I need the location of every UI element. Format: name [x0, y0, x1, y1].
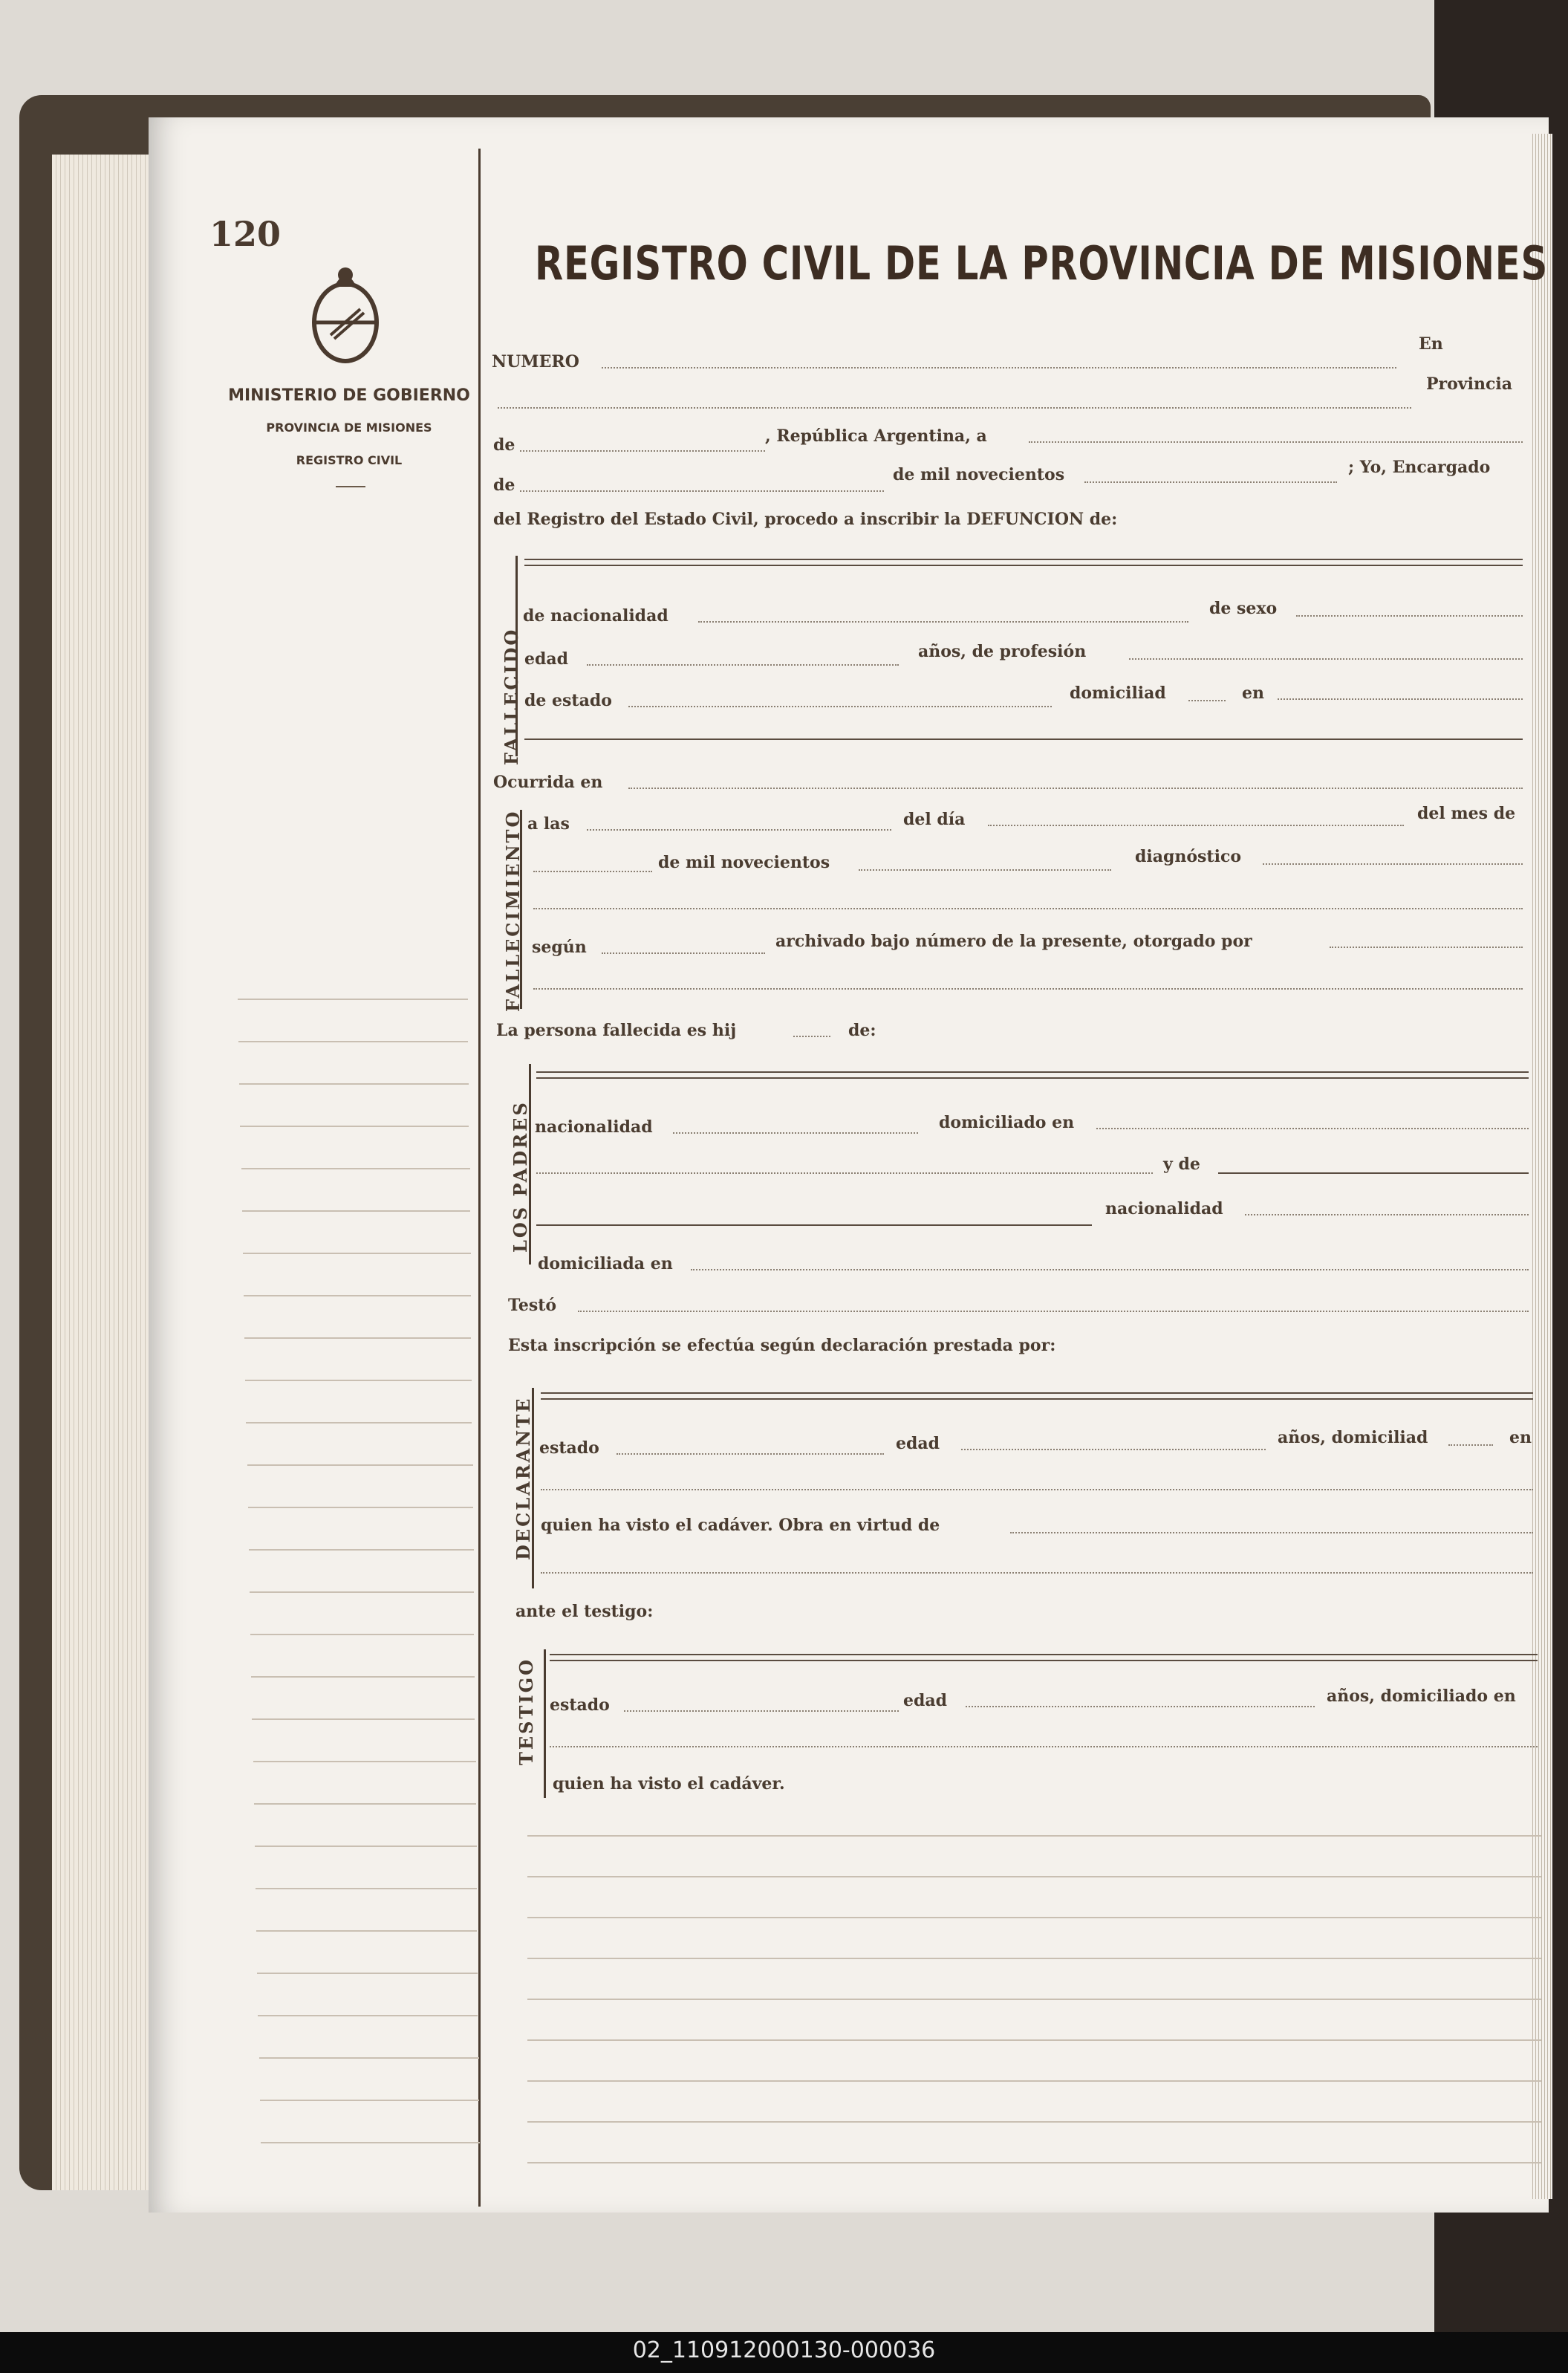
testigo-estado-label: estado: [550, 1695, 610, 1715]
declarante-bracket: [532, 1388, 534, 1588]
diagnostico-label: diagnóstico: [1135, 847, 1242, 866]
republica-label: , República Argentina, a: [765, 426, 987, 446]
nacionalidad-padre-label: nacionalidad: [535, 1117, 653, 1137]
notes-ruled-line: [527, 1999, 1541, 2000]
mes-line: [533, 871, 652, 872]
archive-reference: 02_110912000130-000036: [632, 2337, 936, 2363]
margin-ruled-line: [238, 1041, 468, 1042]
nacionalidad-madre-label: nacionalidad: [1105, 1199, 1223, 1218]
numero-line: [602, 367, 1396, 369]
nacionalidad-madre-line: [1245, 1214, 1529, 1215]
stacked-page-edges-right: [1530, 134, 1552, 2199]
padres-de-label: de:: [848, 1021, 876, 1040]
margin-ruled-line: [245, 1380, 472, 1381]
numero-label: NUMERO: [492, 352, 579, 371]
ante-testigo-label: ante el testigo:: [515, 1602, 654, 1621]
provincia-label: Provincia: [1426, 374, 1512, 394]
domiciliado-line-2: [536, 1172, 1153, 1174]
margin-ruled-line: [255, 1846, 477, 1847]
margin-ruled-line: [260, 2100, 479, 2101]
margin-ruled-line: [250, 1591, 474, 1593]
testigo-edad-label: edad: [903, 1691, 948, 1710]
declarante-anos-label: años, domiciliad: [1278, 1428, 1428, 1447]
domicilio-suffix-line: [1188, 700, 1226, 701]
office-name: REGISTRO CIVIL: [296, 453, 403, 467]
a-las-line: [587, 829, 891, 831]
testigo-quien-label: quien ha visto el cadáver.: [553, 1774, 785, 1793]
notes-ruled-line: [527, 1958, 1541, 1959]
de-label: de: [493, 435, 515, 455]
margin-ruled-line: [241, 1168, 470, 1169]
margin-ruled-line: [250, 1634, 474, 1635]
domicilio-label: domiciliad: [1070, 684, 1166, 703]
testigo-domicilio-line: [550, 1746, 1538, 1747]
margin-ruled-line: [252, 1718, 475, 1720]
margin-ruled-line: [259, 2057, 479, 2059]
fallecido-bracket: [515, 556, 518, 756]
madre-name-line-2: [536, 1224, 1092, 1226]
margin-ruled-line: [247, 1464, 473, 1466]
anos-profesion-label: años, de profesión: [918, 642, 1087, 661]
a-las-label: a las: [527, 814, 570, 834]
domiciliada-label: domiciliada en: [538, 1254, 673, 1273]
domiciliado-line: [1096, 1128, 1529, 1129]
ocurrida-label: Ocurrida en: [493, 773, 603, 792]
archivado-line: [1330, 947, 1523, 948]
declarante-domicilio-line: [541, 1489, 1533, 1490]
nacionalidad-padre-line: [673, 1132, 918, 1134]
madre-name-line-1: [1218, 1172, 1529, 1174]
fallecido-section-label: FALLECIDO: [501, 627, 522, 765]
margin-ruled-line: [243, 1253, 471, 1254]
declarante-virtud-line: [1010, 1532, 1533, 1533]
del-dia-line: [988, 825, 1404, 826]
testigo-anos-label: años, domiciliado en: [1327, 1687, 1516, 1706]
fallecido-name-line: [524, 559, 1523, 566]
margin-ruled-line: [254, 1803, 476, 1805]
margin-ruled-line: [239, 1083, 469, 1085]
diagnostico-line: [1263, 863, 1523, 865]
testigo-edad-line: [966, 1706, 1315, 1707]
margin-ruled-line: [256, 1930, 477, 1932]
margin-ruled-line: [257, 1973, 478, 1974]
padres-bracket: [529, 1064, 531, 1265]
de-mil-line: [1084, 481, 1337, 483]
margin-ruled-line: [251, 1676, 475, 1678]
estado-label: de estado: [524, 691, 612, 710]
profesion-line: [1129, 658, 1523, 660]
nacionalidad-label: de nacionalidad: [523, 606, 668, 626]
declaracion-label: Esta inscripción se efectúa según declaración prestada por:: [508, 1336, 1056, 1355]
de-mil-novecientos-label: de mil novecientos: [658, 853, 830, 872]
padre-name-line: [536, 1071, 1529, 1079]
testo-label: Testó: [508, 1296, 557, 1315]
declarante-name-line: [541, 1392, 1533, 1400]
page-number: 120: [209, 214, 282, 254]
margin-ruled-line: [249, 1549, 474, 1551]
fallecimiento-line-end: [533, 988, 1523, 990]
notes-ruled-line: [527, 1835, 1541, 1837]
margin-ruled-line: [244, 1337, 471, 1339]
testigo-section-label: TESTIGO: [515, 1658, 537, 1765]
coat-of-arms-icon: [305, 257, 386, 369]
declarante-edad-label: edad: [896, 1434, 940, 1453]
notes-ruled-line: [527, 2162, 1541, 2163]
diagnostico-line-2: [533, 908, 1523, 909]
del-mes-label: del mes de: [1417, 804, 1516, 823]
del-dia-label: del día: [903, 810, 966, 829]
en-label: En: [1419, 334, 1443, 354]
margin-ruled-line: [242, 1210, 470, 1212]
declarante-en-label: en: [1509, 1428, 1532, 1447]
notes-ruled-line: [527, 2080, 1541, 2082]
nacionalidad-line: [698, 621, 1188, 623]
notes-ruled-line: [527, 2121, 1541, 2123]
segun-label: según: [532, 938, 587, 957]
testigo-bracket: [544, 1649, 546, 1798]
ocurrida-line: [628, 788, 1523, 789]
declarante-line-end: [541, 1572, 1533, 1574]
persona-fallecida-label: La persona fallecida es hij: [496, 1021, 737, 1040]
notes-ruled-line: [527, 1876, 1541, 1877]
ministry-name: MINISTERIO DE GOBIERNO: [228, 386, 470, 405]
ministry-divider: [336, 486, 365, 487]
domicilio-line: [1278, 698, 1523, 700]
declarante-domicilio-suffix-line: [1448, 1444, 1493, 1446]
edad-line: [587, 664, 899, 666]
testigo-estado-line: [624, 1710, 899, 1712]
margin-ruled-line: [244, 1295, 471, 1296]
segun-line: [602, 952, 765, 954]
sexo-line: [1296, 615, 1523, 617]
margin-rule: [478, 149, 481, 2207]
de2-label: de: [493, 475, 515, 495]
testo-line: [578, 1311, 1529, 1312]
declarante-estado-label: estado: [539, 1438, 599, 1458]
declarante-quien-label: quien ha visto el cadáver. Obra en virtud de: [541, 1516, 940, 1535]
declarante-estado-line: [617, 1453, 884, 1455]
padres-section-label: LOS PADRES: [510, 1100, 531, 1253]
en-label-fallecido: en: [1242, 684, 1264, 703]
margin-ruled-line: [238, 999, 468, 1000]
estado-line: [628, 706, 1052, 707]
margin-ruled-line: [256, 1888, 477, 1889]
archivado-label: archivado bajo número de la presente, otorgado por: [775, 932, 1252, 951]
margin-ruled-line: [240, 1126, 469, 1127]
notes-ruled-line: [527, 1917, 1541, 1918]
intro-line-2: [498, 407, 1411, 409]
margin-ruled-line: [246, 1422, 472, 1424]
margin-ruled-line: [248, 1507, 473, 1508]
declarante-section-label: DECLARANTE: [513, 1396, 534, 1560]
y-de-label: y de: [1163, 1155, 1200, 1174]
document-title: REGISTRO CIVIL DE LA PROVINCIA DE MISIONES: [535, 236, 1549, 290]
de2-line: [520, 490, 884, 492]
de-line: [520, 450, 765, 452]
yo-encargado-label: ; Yo, Encargado: [1348, 458, 1491, 477]
province-name: PROVINCIA DE MISIONES: [266, 421, 432, 435]
fallecimiento-bracket: [520, 810, 522, 1009]
republica-line: [1029, 441, 1523, 443]
domiciliada-line: [691, 1269, 1529, 1270]
margin-ruled-line: [258, 2015, 478, 2016]
registro-text: del Registro del Estado Civil, procedo a inscribir la DEFUNCION de:: [493, 510, 1118, 529]
domiciliado-label: domiciliado en: [939, 1113, 1075, 1132]
margin-ruled-line: [261, 2142, 480, 2143]
margin-ruled-line: [253, 1761, 476, 1762]
ano-line: [859, 869, 1111, 871]
fallecido-rule: [524, 738, 1523, 740]
de-mil-label: de mil novecientos: [893, 465, 1065, 484]
hij-suffix-line: [793, 1036, 830, 1037]
testigo-name-line: [550, 1654, 1538, 1661]
sexo-label: de sexo: [1209, 599, 1278, 618]
edad-label: edad: [524, 649, 569, 669]
fallecimiento-section-label: FALLECIMIENTO: [502, 809, 524, 1012]
notes-ruled-line: [527, 2039, 1541, 2041]
declarante-edad-line: [961, 1449, 1266, 1450]
